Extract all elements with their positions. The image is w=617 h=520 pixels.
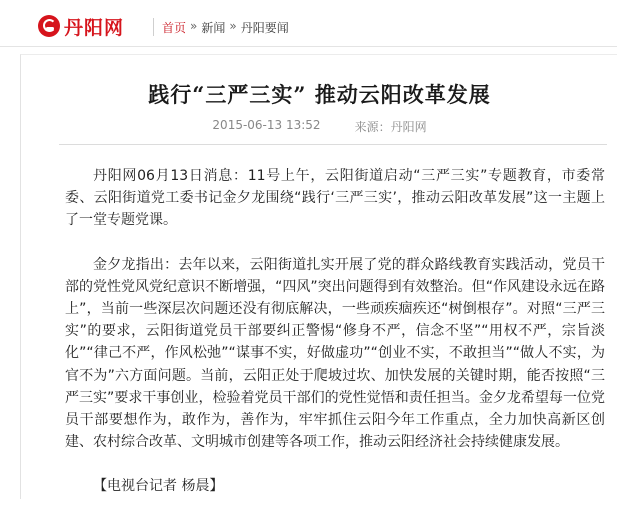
breadcrumb-home-link[interactable]: 首页 [162,21,187,35]
article-container [20,54,617,499]
logo-text: 丹阳网 [64,16,125,39]
article-reporter: 【电视台记者 杨晨】 [93,478,224,495]
article-title: 践行“三严三实” 推动云阳改革发展 [148,82,491,107]
article-meta [21,118,617,135]
article-paragraph: 金夕龙指出：去年以来，云阳街道扎实开展了党的群众路线教育实践活动，党员干部的党性党风党纪意识不断增强，“四风”突出问题得到有效整治。但“作风建设永远在路上”，当前一些深层次问题还没有彻底解决，一些顽疾痼疾还“树倒根存”。对照“三严三实”的要求，云阳街道党员干部要纠正警惕“修身不严，信念不坚”“用权不严，宗旨淡化”“律己不严，作风松弛”“谋事不实，好做虚功”“创业不实，不敢担当”“做人不实，为官不为”六方面问题。当前，云阳正处于爬坡过坎、加快发展的关键时期，能否按照“三严三实”要求干事创业，检验着党员干部们的党性觉悟和责任担当。金夕龙希望每一位党员干部要想作为，敢作为，善作为，牢牢抓住云阳今年工作重点，全力加快高新区创建、农村综合改革、文明城市创建等各项工作，推动云阳经济社会持续健康发展。 [65,256,605,451]
breadcrumb-separator: » [229,19,237,33]
breadcrumb-separator: » [190,19,198,33]
breadcrumb-news-link[interactable]: 新闻 [201,21,226,35]
breadcrumb [162,19,289,36]
danyang-logo-icon [38,15,60,37]
article-paragraph: 丹阳网06月13日消息：11号上午，云阳街道启动“三严三实”专题教育，市委常委、云阳街道党工委书记金夕龙围绕“践行‘三严三实’，推动云阳改革发展”这一主题上了一堂专题党课。 [65,168,605,229]
article-source: 来源：丹阳网 [354,120,427,134]
article-date: 2015-06-13 13:52 [212,118,321,132]
site-logo[interactable] [38,13,124,39]
article-body [65,165,605,520]
breadcrumb-danyang-news-link[interactable]: 丹阳要闻 [240,21,289,35]
header-divider [153,18,154,36]
site-header [0,0,617,47]
title-divider [59,144,607,145]
